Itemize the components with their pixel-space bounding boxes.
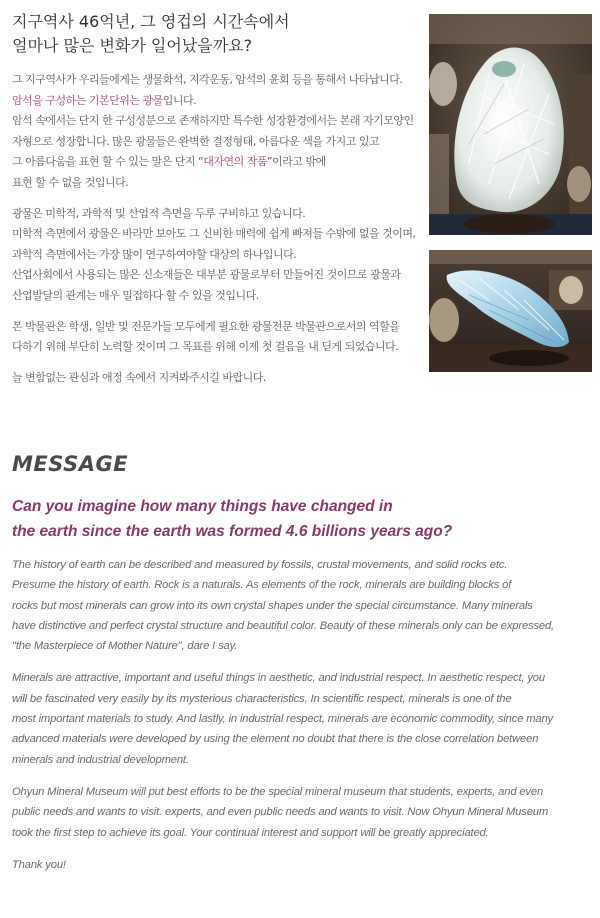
mineral-photo-blue-crystal [429,250,592,372]
korean-p1-line-5-pre: 그 아름다움을 표현 할 수 있는 말은 단지 “ [12,155,204,169]
korean-p3-line: 다하기 위해 부단히 노력할 것이며 그 목표를 위해 이제 첫 걸음을 내 딛게 되었습니다. [12,340,399,354]
english-p1-line: rocks but most minerals can grow into its own crystal shapes under the special circumstance. Many minerals [12,599,533,612]
korean-paragraph-4 [12,368,412,389]
korean-p4-line: 늘 변함없는 관심과 애정 속에서 지켜봐주시길 바랍니다. [12,370,266,384]
english-p3-line: took the first step to achieve its goal. Your continual interest and support will be greatly appreciated. [12,826,489,839]
message-heading: MESSAGE [12,452,129,476]
english-p2-line: advanced materials were developed by using the element no doubt that there is the close correlation between [12,733,539,746]
korean-p1-line-3: 암석 속에서는 단지 한 구성성분으로 존재하지만 특수한 성장환경에서는 본래 자기모양인 [12,114,414,128]
korean-p1-line-2-rest: 입니다. [162,93,197,107]
english-p2-line: most important materials to study. And lastly, in industrial respect, minerals are economic commodity, since many [12,713,553,726]
korean-body [12,70,416,398]
english-p1-line: The history of earth can be described and measured by fossils, crustal movements, and solid rocks etc. [12,559,508,571]
korean-p2-line: 과학적 측면에서는 가장 많이 연구하여야할 대상의 하나입니다. [12,247,297,261]
english-title [12,494,592,544]
english-p3-line: public needs and wants to visit. experts, and even public needs and wants to visit. Now Ohyun Mineral Museum [12,806,549,819]
korean-p2-line: 산업발달의 관계는 매우 밀접하다 할 수 있을 것입니다. [12,288,259,302]
english-p2-line: will be fascinated very easily by its mysterious characteristics, In scientific respect, minerals is one of the [12,692,512,705]
english-body [12,555,592,887]
korean-paragraph-2 [12,204,416,307]
english-p2-line: Minerals are attractive, important and useful things in aesthetic, and industrial respect. In aesthetic respect, you [12,672,545,685]
korean-title-line-2: 얼마나 많은 변화가 일어났을까요? [12,36,253,55]
korean-p1-line-6: 표현 할 수 없을 것입니다. [12,175,129,189]
english-paragraph-3 [12,782,592,843]
english-p3-line: Ohyun Mineral Museum will put best efforts to be the special mineral museum that students, experts, and even [12,785,544,798]
korean-p2-line: 미학적 측면에서 광물은 바라만 보아도 그 신비한 매력에 쉽게 빠져들 수밖에 없을 것이며, [12,227,416,241]
korean-highlight-masterpiece: 대자연의 작품 [203,155,267,169]
korean-paragraph-1 [12,70,412,194]
korean-p1-line-5-post: ”이라고 밖에 [266,155,326,169]
english-thank-you: Thank you! [12,858,66,871]
english-paragraph-1 [12,555,592,656]
korean-paragraph-3 [12,317,412,358]
korean-title [12,10,412,58]
korean-p2-line: 산업사회에서 사용되는 많은 신소재들은 대부분 광물로부터 만들어진 것이므로 광물과 [12,268,401,282]
english-p1-line: Presume the history of earth. Rock is a naturals. As elements of the rock, minerals are building blocks of [12,579,512,592]
korean-p2-line: 광물은 미학적, 과학적 및 산업적 측면을 두루 구비하고 있습니다. [12,206,306,220]
korean-title-line-1: 지구역사 46억년, 그 영겁의 시간속에서 [12,12,290,31]
english-p1-line: have distinctive and perfect crystal structure and beautiful color. Beauty of these minerals only can be expressed, [12,619,555,632]
mineral-photo-white-crystal [429,14,592,235]
english-paragraph-4 [12,855,592,875]
english-paragraph-2 [12,668,592,769]
english-title-line-2: the earth since the earth was formed 4.6 billions years ago? [12,523,453,540]
korean-p3-line: 본 박물관은 학생, 일반 및 전문가들 모두에게 필요한 광물전문 박물관으로서의 역할을 [12,319,400,333]
korean-p1-line-4: 자형으로 성장합니다. 많은 광물들은 완벽한 결정형태, 아름다운 색을 가지고 있고 [12,134,380,148]
korean-p1-line-2 [12,91,412,112]
korean-highlight-mineral: 암석을 구성하는 기본단위는 광물 [12,93,163,107]
korean-p1-line-5 [12,152,412,173]
korean-p1-line-1: 그 지구역사가 우리들에게는 생물화석, 지각운동, 암석의 윤회 등을 통해서 나타납니다. [12,73,403,86]
english-p1-line: "the Masterpiece of Mother Nature", dare I say. [12,640,238,653]
english-p2-line: minerals and industrial development. [12,753,189,766]
english-title-line-1: Can you imagine how many things have changed in [12,498,393,515]
